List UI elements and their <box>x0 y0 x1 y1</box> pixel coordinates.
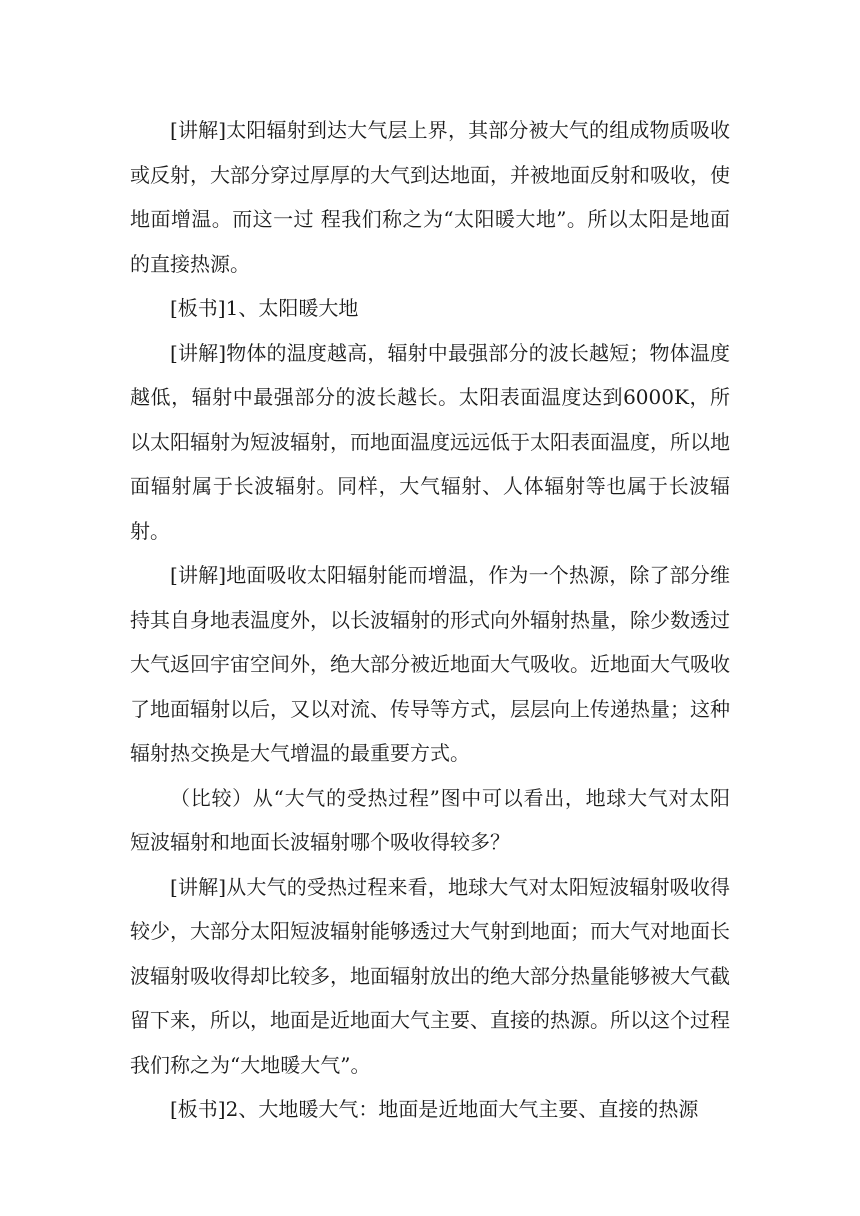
paragraph-lecture-earth-warms-air: [讲解]从大气的受热过程来看，地球大气对太阳短波辐射吸收得较少，大部分太阳短波辐射能够透过大气射到地面；而大气对地面长波辐射吸收得却比较多，地面辐射放出的绝大部分热量能够被大气截留下来，所以，地面是近地面大气主要、直接的热源。所以这个过程我们称之为“大地暖大气”。 <box>130 874 730 1077</box>
paragraph-board-note-2: [板书]2、大地暖大气：地面是近地面大气主要、直接的热源 <box>170 1097 699 1121</box>
paragraph-lecture-wavelength: [讲解]物体的温度越高，辐射中最强部分的波长越短；物体温度越低，辐射中最强部分的波长越长。太阳表面温度达到6000K，所以太阳辐射为短波辐射，而地面温度远远低于太阳表面温度，所以地面辐射属于长波辐射。同样，大气辐射、人体辐射等也属于长波辐射。 <box>130 340 730 543</box>
paragraph-lecture-ground-radiation: [讲解]地面吸收太阳辐射能而增温，作为一个热源，除了部分维持其自身地表温度外，以长波辐射的形式向外辐射热量，除少数透过大气返回宇宙空间外，绝大部分被近地面大气吸收。近地面大气吸收了地面辐射以后，又以对流、传导等方式，层层向上传递热量；这种辐射热交换是大气增温的最重要方式。 <box>130 563 730 765</box>
document-body <box>130 108 730 1132</box>
paragraph-lecture-sun-warms-earth: [讲解]太阳辐射到达大气层上界，其部分被大气的组成物质吸收或反射，大部分穿过厚厚的大气到达地面，并被地面反射和吸收，使地面增温。而这一过 程我们称之为“太阳暖大地”。所以太阳是地面的直接热源。 <box>130 118 730 276</box>
paragraph-board-note-1: [板书]1、太阳暖大地 <box>170 296 359 320</box>
paragraph-comparison-question: （比较）从“大气的受热过程”图中可以看出，地球大气对太阳短波辐射和地面长波辐射哪个吸收得较多？ <box>130 785 730 854</box>
